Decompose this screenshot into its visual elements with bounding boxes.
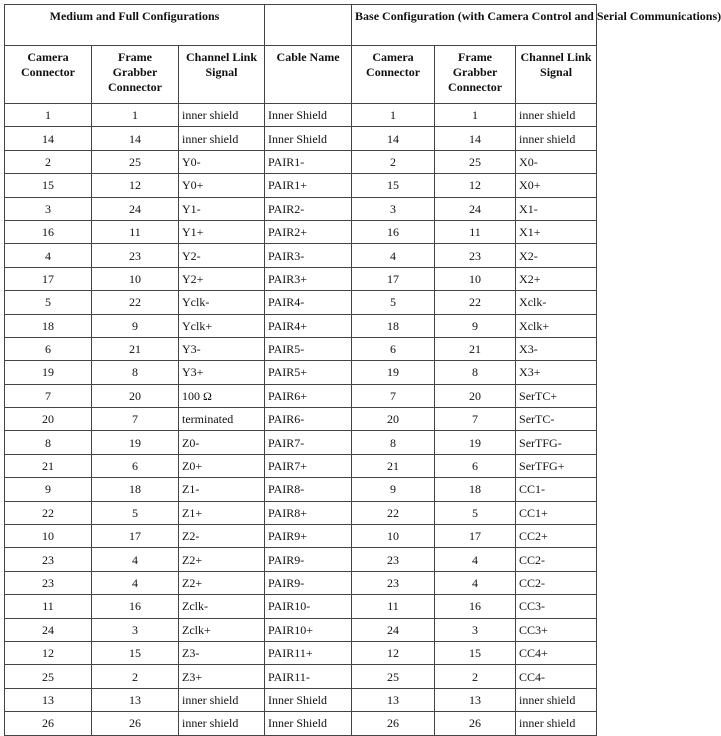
table-row bbox=[5, 478, 597, 501]
cell-frame-grabber-connector-base: 18 bbox=[435, 478, 516, 501]
cell-camera-connector-base: 18 bbox=[352, 314, 435, 337]
cell-camera-connector: 8 bbox=[5, 431, 92, 454]
cell-channel-link-signal-base: X0- bbox=[516, 150, 597, 173]
cell-camera-connector-base: 7 bbox=[352, 384, 435, 407]
table-row bbox=[5, 571, 597, 594]
cell-channel-link-signal: Z3+ bbox=[179, 665, 265, 688]
header-base-config: Base Configuration (with Camera Control and Serial Communications) bbox=[352, 5, 597, 46]
pinout-table-container bbox=[4, 4, 721, 736]
cell-frame-grabber-connector-base: 1 bbox=[435, 104, 516, 127]
cell-cable-name: PAIR6+ bbox=[265, 384, 352, 407]
table-row bbox=[5, 104, 597, 127]
cell-channel-link-signal: Z2+ bbox=[179, 571, 265, 594]
cell-cable-name: PAIR6- bbox=[265, 408, 352, 431]
cell-camera-connector: 1 bbox=[5, 104, 92, 127]
cell-camera-connector: 17 bbox=[5, 267, 92, 290]
cell-frame-grabber-connector: 8 bbox=[92, 361, 179, 384]
table-row bbox=[5, 641, 597, 664]
cell-camera-connector: 7 bbox=[5, 384, 92, 407]
cell-camera-connector-base: 5 bbox=[352, 291, 435, 314]
cell-cable-name: PAIR1+ bbox=[265, 174, 352, 197]
cell-frame-grabber-connector-base: 24 bbox=[435, 197, 516, 220]
cell-cable-name: PAIR4+ bbox=[265, 314, 352, 337]
cell-channel-link-signal: Y2- bbox=[179, 244, 265, 267]
table-row bbox=[5, 595, 597, 618]
cell-cable-name: PAIR8+ bbox=[265, 501, 352, 524]
header-medium-full: Medium and Full Configurations bbox=[5, 5, 265, 46]
cell-camera-connector: 6 bbox=[5, 337, 92, 360]
cell-frame-grabber-connector: 1 bbox=[92, 104, 179, 127]
cell-frame-grabber-connector: 18 bbox=[92, 478, 179, 501]
cell-channel-link-signal-base: SerTFG+ bbox=[516, 454, 597, 477]
table-row bbox=[5, 197, 597, 220]
cell-frame-grabber-connector-base: 25 bbox=[435, 150, 516, 173]
table-row bbox=[5, 501, 597, 524]
cell-channel-link-signal: Y3- bbox=[179, 337, 265, 360]
cell-camera-connector: 22 bbox=[5, 501, 92, 524]
table-row bbox=[5, 267, 597, 290]
cell-channel-link-signal-base: CC1- bbox=[516, 478, 597, 501]
cell-channel-link-signal-base: X3- bbox=[516, 337, 597, 360]
table-row bbox=[5, 665, 597, 688]
cell-channel-link-signal: Z2- bbox=[179, 525, 265, 548]
cell-channel-link-signal: Y0+ bbox=[179, 174, 265, 197]
table-row bbox=[5, 431, 597, 454]
col-header-cable-name: Cable Name bbox=[265, 46, 352, 104]
cell-channel-link-signal-base: SerTC+ bbox=[516, 384, 597, 407]
cell-channel-link-signal-base: CC4+ bbox=[516, 641, 597, 664]
cell-camera-connector-base: 23 bbox=[352, 548, 435, 571]
cell-channel-link-signal: Zclk+ bbox=[179, 618, 265, 641]
cell-channel-link-signal: Z0- bbox=[179, 431, 265, 454]
cell-channel-link-signal-base: CC2- bbox=[516, 571, 597, 594]
cell-camera-connector: 26 bbox=[5, 712, 92, 735]
cell-camera-connector-base: 19 bbox=[352, 361, 435, 384]
table-row bbox=[5, 408, 597, 431]
cell-cable-name: PAIR3+ bbox=[265, 267, 352, 290]
cell-frame-grabber-connector: 11 bbox=[92, 220, 179, 243]
cell-channel-link-signal: Y3+ bbox=[179, 361, 265, 384]
cell-channel-link-signal-base: CC4- bbox=[516, 665, 597, 688]
cell-channel-link-signal: inner shield bbox=[179, 688, 265, 711]
cell-channel-link-signal-base: X2+ bbox=[516, 267, 597, 290]
cell-frame-grabber-connector-base: 19 bbox=[435, 431, 516, 454]
cell-camera-connector-base: 15 bbox=[352, 174, 435, 197]
cell-cable-name: PAIR2- bbox=[265, 197, 352, 220]
col-header-channel-link-signal-base: Channel Link Signal bbox=[516, 46, 597, 104]
cell-channel-link-signal: Y1- bbox=[179, 197, 265, 220]
cell-frame-grabber-connector: 16 bbox=[92, 595, 179, 618]
cell-frame-grabber-connector-base: 16 bbox=[435, 595, 516, 618]
cell-camera-connector: 15 bbox=[5, 174, 92, 197]
cell-frame-grabber-connector: 12 bbox=[92, 174, 179, 197]
col-header-frame-grabber-connector-base: Frame Grabber Connector bbox=[435, 46, 516, 104]
cell-channel-link-signal-base: inner shield bbox=[516, 688, 597, 711]
table-row bbox=[5, 384, 597, 407]
cell-cable-name: Inner Shield bbox=[265, 127, 352, 150]
cell-cable-name: PAIR5+ bbox=[265, 361, 352, 384]
cell-camera-connector: 4 bbox=[5, 244, 92, 267]
table-row bbox=[5, 525, 597, 548]
cell-cable-name: PAIR10- bbox=[265, 595, 352, 618]
cell-camera-connector-base: 13 bbox=[352, 688, 435, 711]
cell-cable-name: PAIR1- bbox=[265, 150, 352, 173]
cell-frame-grabber-connector-base: 5 bbox=[435, 501, 516, 524]
cell-channel-link-signal-base: SerTC- bbox=[516, 408, 597, 431]
cell-frame-grabber-connector-base: 15 bbox=[435, 641, 516, 664]
col-header-camera-connector: Camera Connector bbox=[5, 46, 92, 104]
cell-frame-grabber-connector: 20 bbox=[92, 384, 179, 407]
cell-cable-name: PAIR8- bbox=[265, 478, 352, 501]
pinout-table bbox=[4, 4, 721, 736]
cell-frame-grabber-connector-base: 23 bbox=[435, 244, 516, 267]
cell-frame-grabber-connector: 21 bbox=[92, 337, 179, 360]
col-header-frame-grabber-connector: Frame Grabber Connector bbox=[92, 46, 179, 104]
cell-frame-grabber-connector: 7 bbox=[92, 408, 179, 431]
cell-camera-connector: 25 bbox=[5, 665, 92, 688]
cell-frame-grabber-connector-base: 6 bbox=[435, 454, 516, 477]
table-row bbox=[5, 127, 597, 150]
table-row bbox=[5, 337, 597, 360]
cell-channel-link-signal: Z0+ bbox=[179, 454, 265, 477]
cell-channel-link-signal-base: X1+ bbox=[516, 220, 597, 243]
cell-channel-link-signal: inner shield bbox=[179, 104, 265, 127]
col-header-camera-connector-base: Camera Connector bbox=[352, 46, 435, 104]
cell-channel-link-signal: Z1+ bbox=[179, 501, 265, 524]
cell-frame-grabber-connector: 19 bbox=[92, 431, 179, 454]
cell-cable-name: PAIR3- bbox=[265, 244, 352, 267]
cell-camera-connector-base: 21 bbox=[352, 454, 435, 477]
cell-frame-grabber-connector: 3 bbox=[92, 618, 179, 641]
cell-camera-connector-base: 22 bbox=[352, 501, 435, 524]
cell-frame-grabber-connector: 9 bbox=[92, 314, 179, 337]
cell-camera-connector-base: 4 bbox=[352, 244, 435, 267]
cell-camera-connector: 14 bbox=[5, 127, 92, 150]
cell-cable-name: PAIR7+ bbox=[265, 454, 352, 477]
cell-camera-connector-base: 3 bbox=[352, 197, 435, 220]
cell-frame-grabber-connector-base: 2 bbox=[435, 665, 516, 688]
cell-channel-link-signal-base: X3+ bbox=[516, 361, 597, 384]
cell-channel-link-signal-base: CC2- bbox=[516, 548, 597, 571]
cell-frame-grabber-connector: 26 bbox=[92, 712, 179, 735]
cell-frame-grabber-connector: 4 bbox=[92, 548, 179, 571]
cell-camera-connector: 12 bbox=[5, 641, 92, 664]
cell-frame-grabber-connector-base: 4 bbox=[435, 548, 516, 571]
cell-camera-connector-base: 2 bbox=[352, 150, 435, 173]
cell-frame-grabber-connector-base: 4 bbox=[435, 571, 516, 594]
table-row bbox=[5, 688, 597, 711]
table-row bbox=[5, 618, 597, 641]
table-row bbox=[5, 220, 597, 243]
cell-frame-grabber-connector-base: 21 bbox=[435, 337, 516, 360]
cell-channel-link-signal-base: SerTFG- bbox=[516, 431, 597, 454]
cell-cable-name: PAIR11- bbox=[265, 665, 352, 688]
cell-frame-grabber-connector-base: 22 bbox=[435, 291, 516, 314]
cell-channel-link-signal: Yclk+ bbox=[179, 314, 265, 337]
cell-frame-grabber-connector: 10 bbox=[92, 267, 179, 290]
cell-channel-link-signal-base: Xclk+ bbox=[516, 314, 597, 337]
cell-cable-name: PAIR5- bbox=[265, 337, 352, 360]
cell-frame-grabber-connector-base: 8 bbox=[435, 361, 516, 384]
cell-channel-link-signal: Yclk- bbox=[179, 291, 265, 314]
cell-channel-link-signal-base: Xclk- bbox=[516, 291, 597, 314]
cell-frame-grabber-connector-base: 7 bbox=[435, 408, 516, 431]
table-row bbox=[5, 361, 597, 384]
cell-frame-grabber-connector-base: 13 bbox=[435, 688, 516, 711]
table-row bbox=[5, 244, 597, 267]
cell-frame-grabber-connector-base: 3 bbox=[435, 618, 516, 641]
cell-frame-grabber-connector: 25 bbox=[92, 150, 179, 173]
cell-camera-connector: 18 bbox=[5, 314, 92, 337]
table-row bbox=[5, 174, 597, 197]
table-row bbox=[5, 150, 597, 173]
cell-frame-grabber-connector: 6 bbox=[92, 454, 179, 477]
cell-camera-connector: 10 bbox=[5, 525, 92, 548]
cell-frame-grabber-connector-base: 10 bbox=[435, 267, 516, 290]
cell-cable-name: PAIR9+ bbox=[265, 525, 352, 548]
cell-frame-grabber-connector: 15 bbox=[92, 641, 179, 664]
cell-camera-connector: 13 bbox=[5, 688, 92, 711]
cell-frame-grabber-connector-base: 12 bbox=[435, 174, 516, 197]
cell-camera-connector-base: 20 bbox=[352, 408, 435, 431]
cell-frame-grabber-connector: 22 bbox=[92, 291, 179, 314]
cell-camera-connector-base: 6 bbox=[352, 337, 435, 360]
col-header-channel-link-signal: Channel Link Signal bbox=[179, 46, 265, 104]
cell-cable-name: PAIR9- bbox=[265, 571, 352, 594]
table-row bbox=[5, 548, 597, 571]
cell-camera-connector: 2 bbox=[5, 150, 92, 173]
cell-channel-link-signal: inner shield bbox=[179, 127, 265, 150]
cell-camera-connector-base: 26 bbox=[352, 712, 435, 735]
cell-frame-grabber-connector-base: 26 bbox=[435, 712, 516, 735]
cell-camera-connector: 16 bbox=[5, 220, 92, 243]
cell-channel-link-signal: 100 Ω bbox=[179, 384, 265, 407]
cell-channel-link-signal-base: CC2+ bbox=[516, 525, 597, 548]
cell-camera-connector: 23 bbox=[5, 571, 92, 594]
cell-channel-link-signal: Zclk- bbox=[179, 595, 265, 618]
cell-channel-link-signal: inner shield bbox=[179, 712, 265, 735]
cell-camera-connector-base: 24 bbox=[352, 618, 435, 641]
cell-frame-grabber-connector-base: 9 bbox=[435, 314, 516, 337]
cell-camera-connector-base: 8 bbox=[352, 431, 435, 454]
cell-channel-link-signal-base: CC3+ bbox=[516, 618, 597, 641]
cell-channel-link-signal: terminated bbox=[179, 408, 265, 431]
cell-channel-link-signal-base: X0+ bbox=[516, 174, 597, 197]
cell-cable-name: PAIR2+ bbox=[265, 220, 352, 243]
cell-channel-link-signal: Z2+ bbox=[179, 548, 265, 571]
column-header-row bbox=[5, 46, 597, 104]
cell-channel-link-signal-base: inner shield bbox=[516, 104, 597, 127]
cell-camera-connector: 9 bbox=[5, 478, 92, 501]
cell-frame-grabber-connector-base: 14 bbox=[435, 127, 516, 150]
group-header-row bbox=[5, 5, 597, 46]
cell-channel-link-signal-base: CC1+ bbox=[516, 501, 597, 524]
cell-camera-connector: 11 bbox=[5, 595, 92, 618]
cell-camera-connector-base: 12 bbox=[352, 641, 435, 664]
pinout-table-body bbox=[5, 104, 597, 736]
cell-camera-connector-base: 9 bbox=[352, 478, 435, 501]
cell-channel-link-signal-base: inner shield bbox=[516, 127, 597, 150]
cell-frame-grabber-connector: 14 bbox=[92, 127, 179, 150]
cell-frame-grabber-connector-base: 20 bbox=[435, 384, 516, 407]
cell-cable-name: Inner Shield bbox=[265, 688, 352, 711]
cell-frame-grabber-connector: 23 bbox=[92, 244, 179, 267]
cell-frame-grabber-connector: 24 bbox=[92, 197, 179, 220]
cell-camera-connector-base: 11 bbox=[352, 595, 435, 618]
cell-cable-name: PAIR7- bbox=[265, 431, 352, 454]
cell-frame-grabber-connector: 5 bbox=[92, 501, 179, 524]
cell-channel-link-signal-base: X1- bbox=[516, 197, 597, 220]
cell-camera-connector: 20 bbox=[5, 408, 92, 431]
cell-cable-name: PAIR4- bbox=[265, 291, 352, 314]
cell-camera-connector-base: 25 bbox=[352, 665, 435, 688]
cell-channel-link-signal: Z1- bbox=[179, 478, 265, 501]
cell-channel-link-signal-base: X2- bbox=[516, 244, 597, 267]
cell-channel-link-signal: Y1+ bbox=[179, 220, 265, 243]
cell-channel-link-signal: Y0- bbox=[179, 150, 265, 173]
header-blank-cell bbox=[265, 5, 352, 46]
table-row bbox=[5, 314, 597, 337]
cell-camera-connector: 21 bbox=[5, 454, 92, 477]
cell-camera-connector: 23 bbox=[5, 548, 92, 571]
cell-channel-link-signal: Z3- bbox=[179, 641, 265, 664]
cell-channel-link-signal-base: inner shield bbox=[516, 712, 597, 735]
cell-cable-name: PAIR9- bbox=[265, 548, 352, 571]
cell-camera-connector: 3 bbox=[5, 197, 92, 220]
cell-frame-grabber-connector: 13 bbox=[92, 688, 179, 711]
cell-camera-connector-base: 23 bbox=[352, 571, 435, 594]
table-row bbox=[5, 291, 597, 314]
cell-camera-connector-base: 14 bbox=[352, 127, 435, 150]
cell-frame-grabber-connector: 2 bbox=[92, 665, 179, 688]
table-row bbox=[5, 454, 597, 477]
table-row bbox=[5, 712, 597, 735]
cell-camera-connector-base: 17 bbox=[352, 267, 435, 290]
cell-cable-name: Inner Shield bbox=[265, 104, 352, 127]
cell-cable-name: PAIR11+ bbox=[265, 641, 352, 664]
cell-camera-connector-base: 1 bbox=[352, 104, 435, 127]
cell-channel-link-signal-base: CC3- bbox=[516, 595, 597, 618]
cell-camera-connector: 5 bbox=[5, 291, 92, 314]
cell-frame-grabber-connector-base: 11 bbox=[435, 220, 516, 243]
cell-camera-connector-base: 16 bbox=[352, 220, 435, 243]
cell-cable-name: Inner Shield bbox=[265, 712, 352, 735]
cell-frame-grabber-connector: 4 bbox=[92, 571, 179, 594]
cell-cable-name: PAIR10+ bbox=[265, 618, 352, 641]
cell-channel-link-signal: Y2+ bbox=[179, 267, 265, 290]
cell-camera-connector-base: 10 bbox=[352, 525, 435, 548]
cell-frame-grabber-connector-base: 17 bbox=[435, 525, 516, 548]
cell-camera-connector: 24 bbox=[5, 618, 92, 641]
cell-camera-connector: 19 bbox=[5, 361, 92, 384]
cell-frame-grabber-connector: 17 bbox=[92, 525, 179, 548]
